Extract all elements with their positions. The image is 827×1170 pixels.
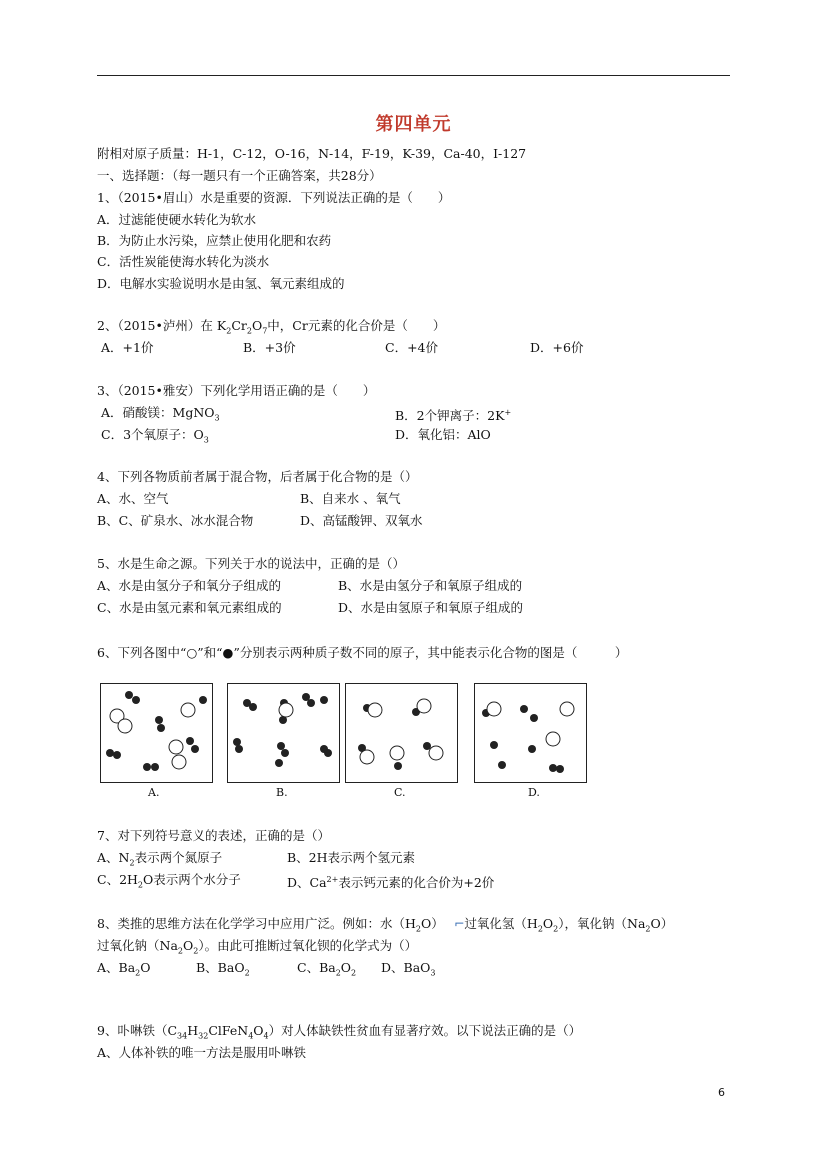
q7-option-a: A、$N_2$表示两个氮原子 [97, 850, 223, 868]
q8-line2: 过氧化钠$(Na_2O_2)$。由此可推断过氧化钡的化学式为（） [97, 938, 418, 956]
q2-stem: 2、（2015•泸州）在 $K_2Cr_2O_7$中，Cr元素的化合价是（ ） [97, 318, 446, 336]
q6-stem: 6、下列各图中“○”和“●”分别表示两种质子数不同的原子，其中能表示化合物的图是（ ） [97, 645, 628, 660]
diagram-a [100, 683, 213, 783]
q1-option-a: A．过滤能使硬水转化为软水 [97, 212, 257, 227]
q5-option-b: B、水是由氢分子和氧原子组成的 [338, 578, 523, 593]
diagram-c [345, 683, 458, 783]
q8-option-b: B、BaO$_2$ [196, 960, 250, 978]
q3-option-b: B．2个钾离子：2K+ [395, 408, 512, 424]
q1-option-d: D．电解水实验说明水是由氢、氧元素组成的 [97, 276, 345, 291]
diagram-d [474, 683, 587, 783]
q2-option-d: D．+6价 [530, 340, 584, 355]
insert-mark-icon: ⌐ [453, 916, 465, 931]
q8-option-a: A、$Ba_2O$ [97, 960, 151, 978]
q4-stem: 4、下列各物质前者属于混合物，后者属于化合物的是（） [97, 469, 418, 484]
q1-option-c: C．活性炭能使海水转化为淡水 [97, 254, 270, 269]
q3-option-d: D．氧化铝：AlO [395, 427, 491, 442]
diagram-b [227, 683, 340, 783]
q7-stem: 7、对下列符号意义的表述，正确的是（） [97, 828, 330, 843]
q2-option-c: C．+4价 [385, 340, 438, 355]
q2-option-a: A．+1价 [101, 340, 154, 355]
q8-option-d: D、BaO$_3$ [381, 960, 436, 978]
diagram-b-label: B. [276, 786, 288, 799]
q3-stem: 3、（2015•雅安）下列化学用语正确的是（ ） [97, 383, 376, 398]
q1-option-b: B．为防止水污染，应禁止使用化肥和农药 [97, 233, 332, 248]
q8-option-c: C、$Ba_2O_2$ [297, 960, 357, 978]
q4-option-d: D、高锰酸钾、双氧水 [300, 513, 423, 528]
q4-option-a: A、水、空气 [97, 491, 169, 506]
q7-option-c: C、$2H_2O$表示两个水分子 [97, 872, 241, 890]
q7-option-b: B、2H表示两个氢元素 [287, 850, 416, 865]
section-heading: 一、选择题：（每一题只有一个正确答案，共28分） [97, 168, 382, 183]
q3-option-a: A．硝酸镁：MgNO$_3$ [101, 405, 220, 423]
diagram-a-label: A. [148, 786, 160, 799]
q4-option-c: B、C、矿泉水、冰水混合物 [97, 513, 254, 528]
q7-option-d: D、$Ca^{2+}$表示钙元素的化合价为+2价 [287, 875, 495, 891]
atomic-mass-note: 附相对原子质量：H-1，C-12，O-16，N-14，F-19，K-39，Ca-40，I-127 [97, 146, 527, 161]
q5-stem: 5、水是生命之源。下列关于水的说法中，正确的是（） [97, 556, 405, 571]
q5-option-a: A、水是由氢分子和氧分子组成的 [97, 578, 282, 593]
q5-option-d: D、水是由氢原子和氧原子组成的 [338, 600, 524, 615]
diagram-d-label: D. [528, 786, 540, 799]
q9-option-a: A、人体补铁的唯一方法是服用卟啉铁 [97, 1045, 307, 1060]
diagram-c-label: C. [394, 786, 406, 799]
q3-option-c: C．3个氧原子：$O_3$ [101, 427, 209, 445]
q9-stem: 9、卟啉铁$(C_{34}H_{32}ClFeN_4O_4)$对人体缺铁性贫血有显著疗效。以下说法正确的是（） [97, 1023, 582, 1041]
q5-option-c: C、水是由氢元素和氧元素组成的 [97, 600, 282, 615]
page-number: 6 [718, 1086, 725, 1099]
header-rule [97, 75, 730, 76]
q8-line1: 8、类推的思维方法在化学学习中应用广泛。例如：水$(H_2O)$ ⌐过氧化氢$(H_2O_2)$，氧化钠$(Na_2O)$ [97, 916, 674, 934]
q4-option-b: B、自来水 、氧气 [300, 491, 401, 506]
q1-stem: 1、（2015•眉山）水是重要的资源．下列说法正确的是（ ） [97, 190, 451, 205]
page-title: 第四单元 [375, 114, 452, 135]
q2-option-b: B．+3价 [243, 340, 296, 355]
